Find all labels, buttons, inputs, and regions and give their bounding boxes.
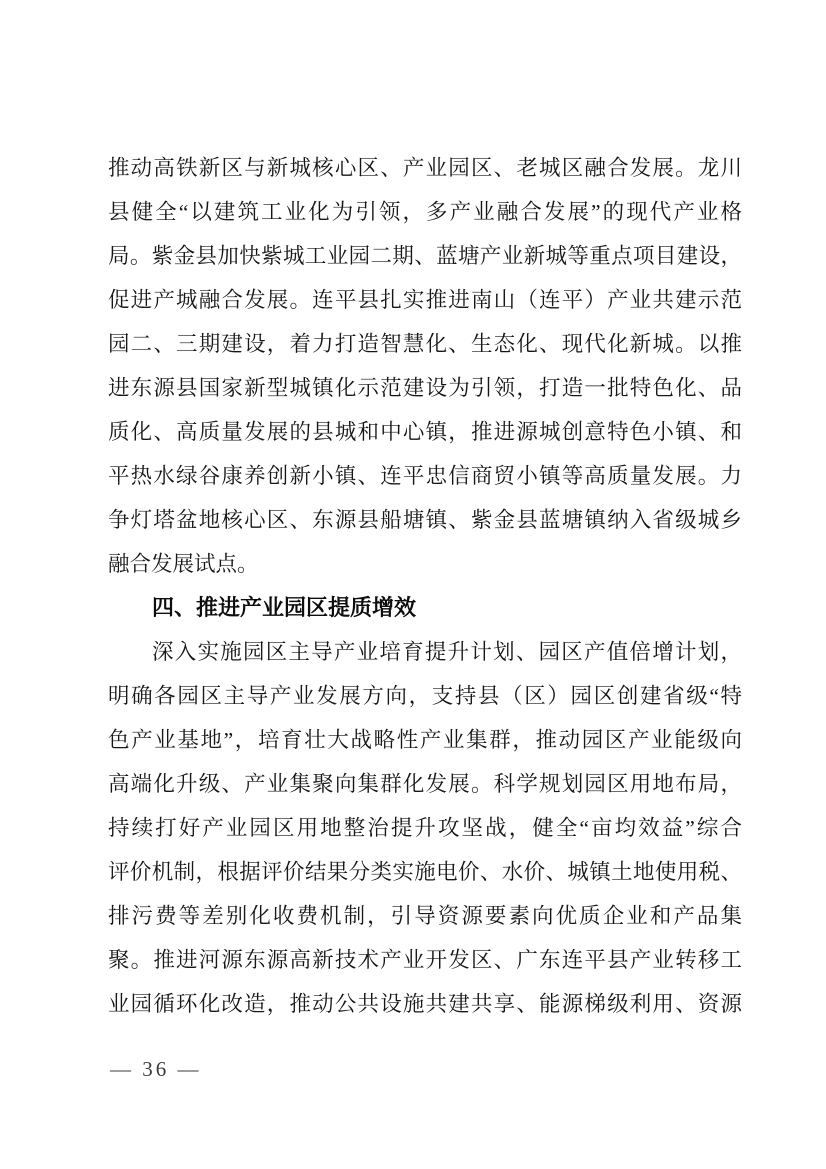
body-text-line: 明确各园区主导产业发展方向，支持县（区）园区创建省级“特 [108,684,742,708]
body-text-line: 高端化升级、产业集聚向集群化发展。科学规划园区用地布局， [108,772,742,796]
body-text-line: 局。紫金县加快紫城工业园二期、蓝塘产业新城等重点项目建设， [108,244,742,268]
body-text-line: 业园循环化改造，推动公共设施共建共享、能源梯级利用、资源 [108,992,742,1016]
body-text-line: 园二、三期建设，着力打造智慧化、生态化、现代化新城。以推 [108,332,742,356]
body-text-line: 融合发展试点。 [108,552,259,576]
body-text-line: 质化、高质量发展的县城和中心镇，推进源城创意特色小镇、和 [108,420,742,444]
body-text-line: 平热水绿谷康养创新小镇、连平忠信商贸小镇等高质量发展。力 [108,464,742,488]
text-block [108,146,742,1026]
body-text-line: 聚。推进河源东源高新技术产业开发区、广东连平县产业转移工 [108,948,742,972]
page-number: — 36 — [110,1057,202,1081]
body-text-line: 色产业基地”，培育壮大战略性产业集群，推动园区产业能级向 [108,728,742,752]
body-text-line: 促进产城融合发展。连平县扎实推进南山（连平）产业共建示范 [108,288,742,312]
body-text-line: 评价机制，根据评价结果分类实施电价、水价、城镇土地使用税、 [108,860,742,884]
body-text-line: 推动高铁新区与新城核心区、产业园区、老城区融合发展。龙川 [108,156,742,180]
body-text-line: 进东源县国家新型城镇化示范建设为引领，打造一批特色化、品 [108,376,742,400]
body-text-line: 县健全“以建筑工业化为引领，多产业融合发展”的现代产业格 [108,200,742,224]
section-heading: 四、推进产业园区提质增效 [152,595,417,620]
body-text-line: 持续打好产业园区用地整治提升攻坚战，健全“亩均效益”综合 [108,816,742,840]
body-text-line: 争灯塔盆地核心区、东源县船塘镇、紫金县蓝塘镇纳入省级城乡 [108,508,742,532]
body-text-line: 排污费等差别化收费机制，引导资源要素向优质企业和产品集 [108,904,742,928]
body-text-line: 深入实施园区主导产业培育提升计划、园区产值倍增计划， [152,640,742,664]
